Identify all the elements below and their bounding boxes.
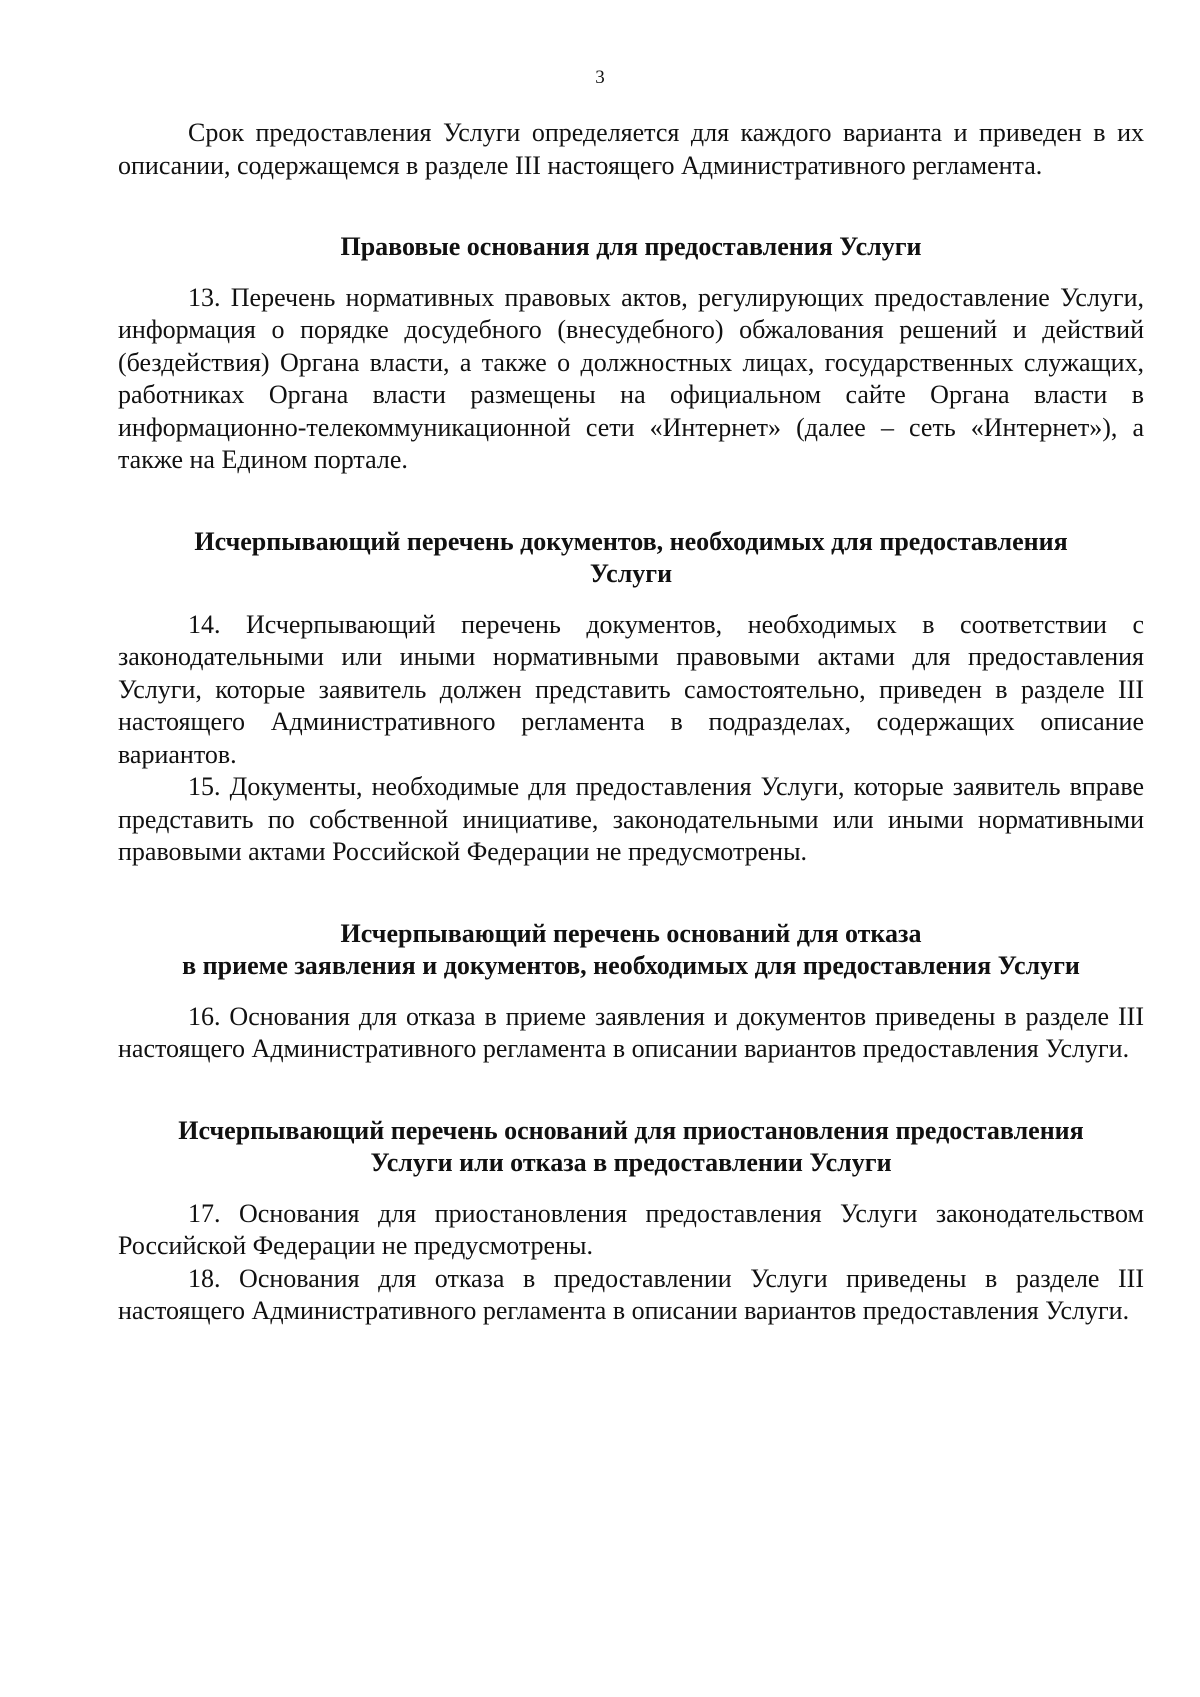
heading-refusal-grounds-line1: Исчерпывающий перечень оснований для отказа	[340, 918, 922, 948]
heading-documents-list	[118, 526, 1144, 591]
heading-refusal-grounds-line2: в приеме заявления и документов, необходимых для предоставления Услуги	[182, 951, 1080, 980]
document-body	[118, 117, 1144, 1328]
heading-suspension-grounds-line2: Услуги или отказа в предоставлении Услуги	[370, 1148, 892, 1177]
paragraph-16: 16. Основания для отказа в приеме заявления и документов приведены в разделе III настоящего Административного регламента в описании вариантов предоставления Услуги.	[118, 1001, 1144, 1063]
paragraph-15: 15. Документы, необходимые для предоставления Услуги, которые заявитель вправе представить по собственной инициативе, законодательными или иными нормативными правовыми актами Российской Федерации не предусмотрены.	[118, 772, 1144, 866]
paragraph-service-term: Срок предоставления Услуги определяется для каждого варианта и приведен в их описании, содержащемся в разделе III настоящего Административного регламента.	[118, 118, 1144, 180]
paragraph-13: 13. Перечень нормативных правовых актов, регулирующих предоставление Услуги, информация о порядке досудебного (внесудебного) обжалования решений и действий (бездействия) Органа власти, а также о должностных лицах, государственных служащих, работниках Органа власти размещены на официальном сайте Органа власти в информационно-телекоммуникационной сети «Интернет» (далее – сеть «Интернет»), а также на Едином портале.	[118, 282, 1144, 474]
heading-documents-list-line1: Исчерпывающий перечень документов, необходимых для предоставления	[194, 526, 1068, 556]
paragraph-17: 17. Основания для приостановления предоставления Услуги законодательством Российской Федерации не предусмотрены.	[118, 1198, 1144, 1260]
heading-documents-list-line2: Услуги	[589, 559, 673, 588]
heading-suspension-grounds-line1: Исчерпывающий перечень оснований для приостановления предоставления	[178, 1115, 1084, 1145]
page-number: 3	[595, 67, 605, 88]
paragraph-14: 14. Исчерпывающий перечень документов, необходимых в соответствии с законодательными или иными нормативными правовыми актами для предоставления Услуги, которые заявитель должен представить самостоятельно, приведен в разделе III настоящего Административного регламента в подразделах, содержащих описание вариантов.	[118, 609, 1144, 769]
heading-suspension-grounds	[118, 1115, 1144, 1180]
heading-refusal-grounds	[118, 918, 1144, 983]
heading-legal-basis: Правовые основания для предоставления Услуги	[340, 232, 922, 261]
paragraph-18: 18. Основания для отказа в предоставлении Услуги приведены в разделе III настоящего Административного регламента в описании вариантов предоставления Услуги.	[118, 1263, 1144, 1325]
